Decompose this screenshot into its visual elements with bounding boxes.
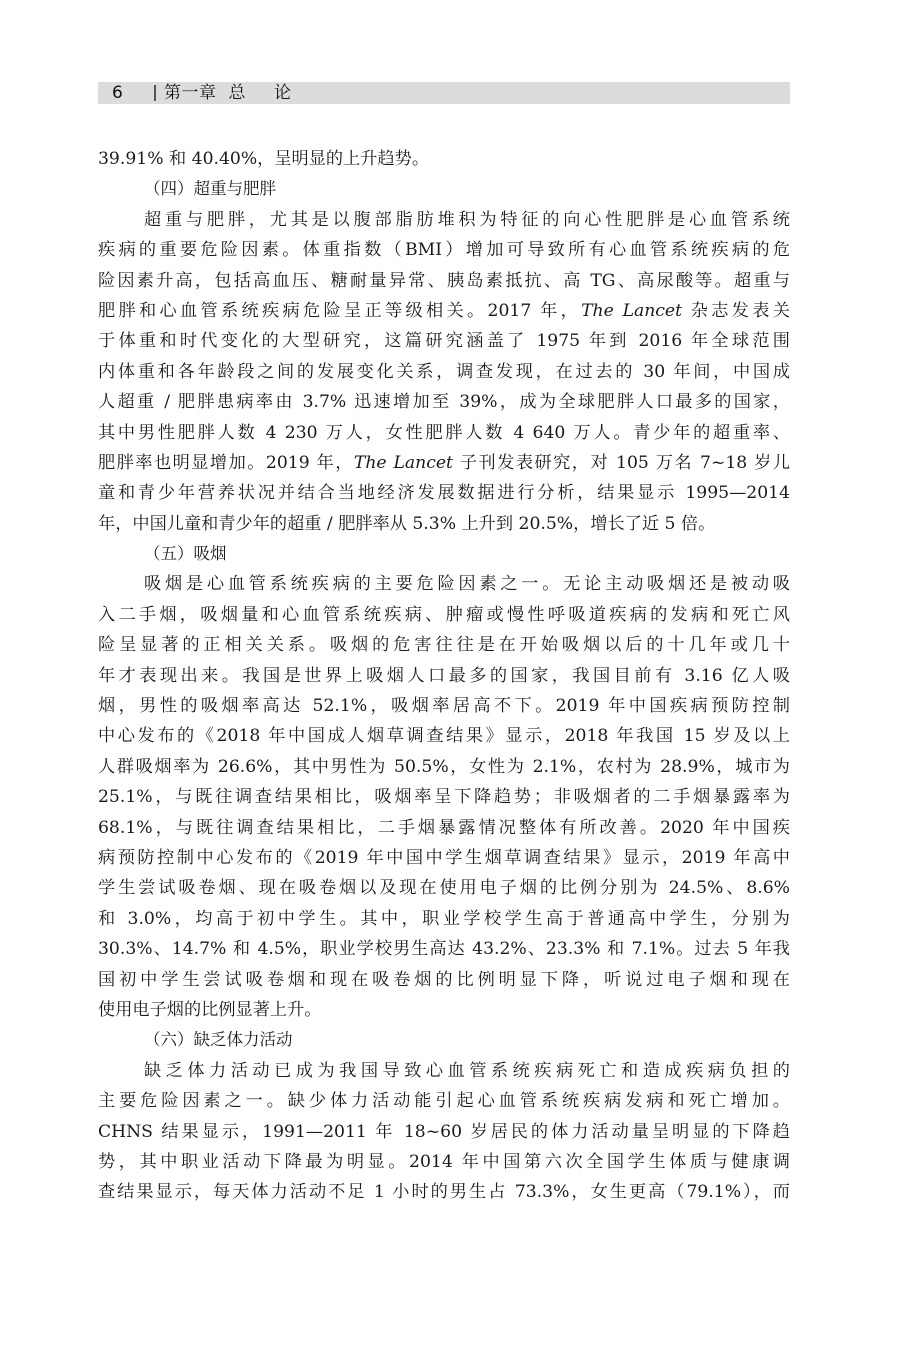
text-line: 查结果显示，每天体力活动不足 1 小时的男生占 73.3%，女生更高（79.1%），而 [98,1182,790,1203]
text-line: 人超重 / 肥胖患病率由 3.7% 迅速增加至 39%，成为全球肥胖人口最多的国家， [98,392,790,413]
text-line: 疾病的重要危险因素。体重指数（BMI）增加可导致所有心血管系统疾病的危 [98,240,790,261]
journal-name: The Lancet [353,452,453,473]
header-divider [154,85,156,101]
text-line: 内体重和各年龄段之间的发展变化关系，调查发现，在过去的 30 年间，中国成 [98,361,790,382]
text-line: 30.3%、14.7% 和 4.5%，职业学校男生高达 43.2%、23.3% 和 7.1%。过去 5 年我 [98,939,790,960]
text-line: 势，其中职业活动下降最为明显。2014 年中国第六次全国学生体质与健康调 [98,1151,790,1172]
section-heading-smoking: （五）吸烟 [144,544,227,564]
text-line: CHNS 结果显示，1991—2011 年 18~60 岁居民的体力活动量呈明显的下降趋 [98,1121,790,1142]
text-line: 病预防控制中心发布的《2019 年中国中学生烟草调查结果》显示，2019 年高中 [98,847,790,868]
text-line: 肥胖和心血管系统疾病危险呈正等级相关。2017 年，The Lancet 杂志发表关 [98,300,790,321]
text-line: 肥胖率也明显增加。2019 年，The Lancet 子刊发表研究，对 105 万名 7~18 岁儿 [98,452,790,473]
text-line: 使用电子烟的比例显著上升。 [98,999,322,1020]
text-line: 年才表现出来。我国是世界上吸烟人口最多的国家，我国目前有 3.16 亿人吸 [98,665,790,686]
text-line: 和 3.0%，均高于初中学生。其中，职业学校学生高于普通高中学生，分别为 [98,908,790,929]
section-heading-inactivity: （六）缺乏体力活动 [144,1030,293,1050]
text-line: 缺乏体力活动已成为我国导致心血管系统疾病死亡和造成疾病负担的 [144,1060,790,1081]
section-heading-overweight: （四）超重与肥胖 [144,179,276,199]
text-line: 于体重和时代变化的大型研究，这篇研究涵盖了 1975 年到 2016 年全球范围 [98,331,790,352]
text-line: 年，中国儿童和青少年的超重 / 肥胖率从 5.3% 上升到 20.5%，增长了近 5 倍。 [98,513,716,534]
text-line: 中心发布的《2018 年中国成人烟草调查结果》显示，2018 年我国 15 岁及以上 [98,726,790,747]
text-line: 入二手烟，吸烟量和心血管系统疾病、肿瘤或慢性呼吸道疾病的发病和死亡风 [98,604,790,625]
text-line: 人群吸烟率为 26.6%，其中男性为 50.5%，女性为 2.1%，农村为 28.9%，城市为 [98,756,790,777]
text-line: 25.1%，与既往调查结果相比，吸烟率呈下降趋势；非吸烟者的二手烟暴露率为 [98,787,790,808]
text-line: 学生尝试吸卷烟、现在吸卷烟以及现在使用电子烟的比例分别为 24.5%、8.6% [98,878,790,899]
page-number: 6 [112,83,123,103]
text-line: 童和青少年营养状况并结合当地经济发展数据进行分析，结果显示 1995—2014 [98,483,790,504]
running-header [98,82,790,104]
text-line: 险呈显著的正相关关系。吸烟的危害往往是在开始吸烟以后的十几年或几十 [98,635,790,656]
body-text [98,144,790,1208]
text-line: 烟，男性的吸烟率高达 52.1%，吸烟率居高不下。2019 年中国疾病预防控制 [98,696,790,717]
chapter-title: 第一章 总 论 [164,83,292,103]
text-line: 主要危险因素之一。缺少体力活动能引起心血管系统疾病发病和死亡增加。 [98,1091,790,1112]
journal-name: The Lancet [581,300,683,321]
text-line: 吸烟是心血管系统疾病的主要危险因素之一。无论主动吸烟还是被动吸 [144,574,790,595]
text-line: 超重与肥胖，尤其是以腹部脂肪堆积为特征的向心性肥胖是心血管系统 [144,209,790,230]
text-line: 其中男性肥胖人数 4 230 万人，女性肥胖人数 4 640 万人。青少年的超重率、 [98,422,790,443]
text-line: 39.91% 和 40.40%，呈明显的上升趋势。 [98,149,430,169]
text-line: 险因素升高，包括高血压、糖耐量异常、胰岛素抵抗、高 TG、高尿酸等。超重与 [98,270,790,291]
text-line: 68.1%，与既往调查结果相比，二手烟暴露情况整体有所改善。2020 年中国疾 [98,817,790,838]
text-line: 国初中学生尝试吸卷烟和现在吸卷烟的比例明显下降，听说过电子烟和现在 [98,969,790,990]
